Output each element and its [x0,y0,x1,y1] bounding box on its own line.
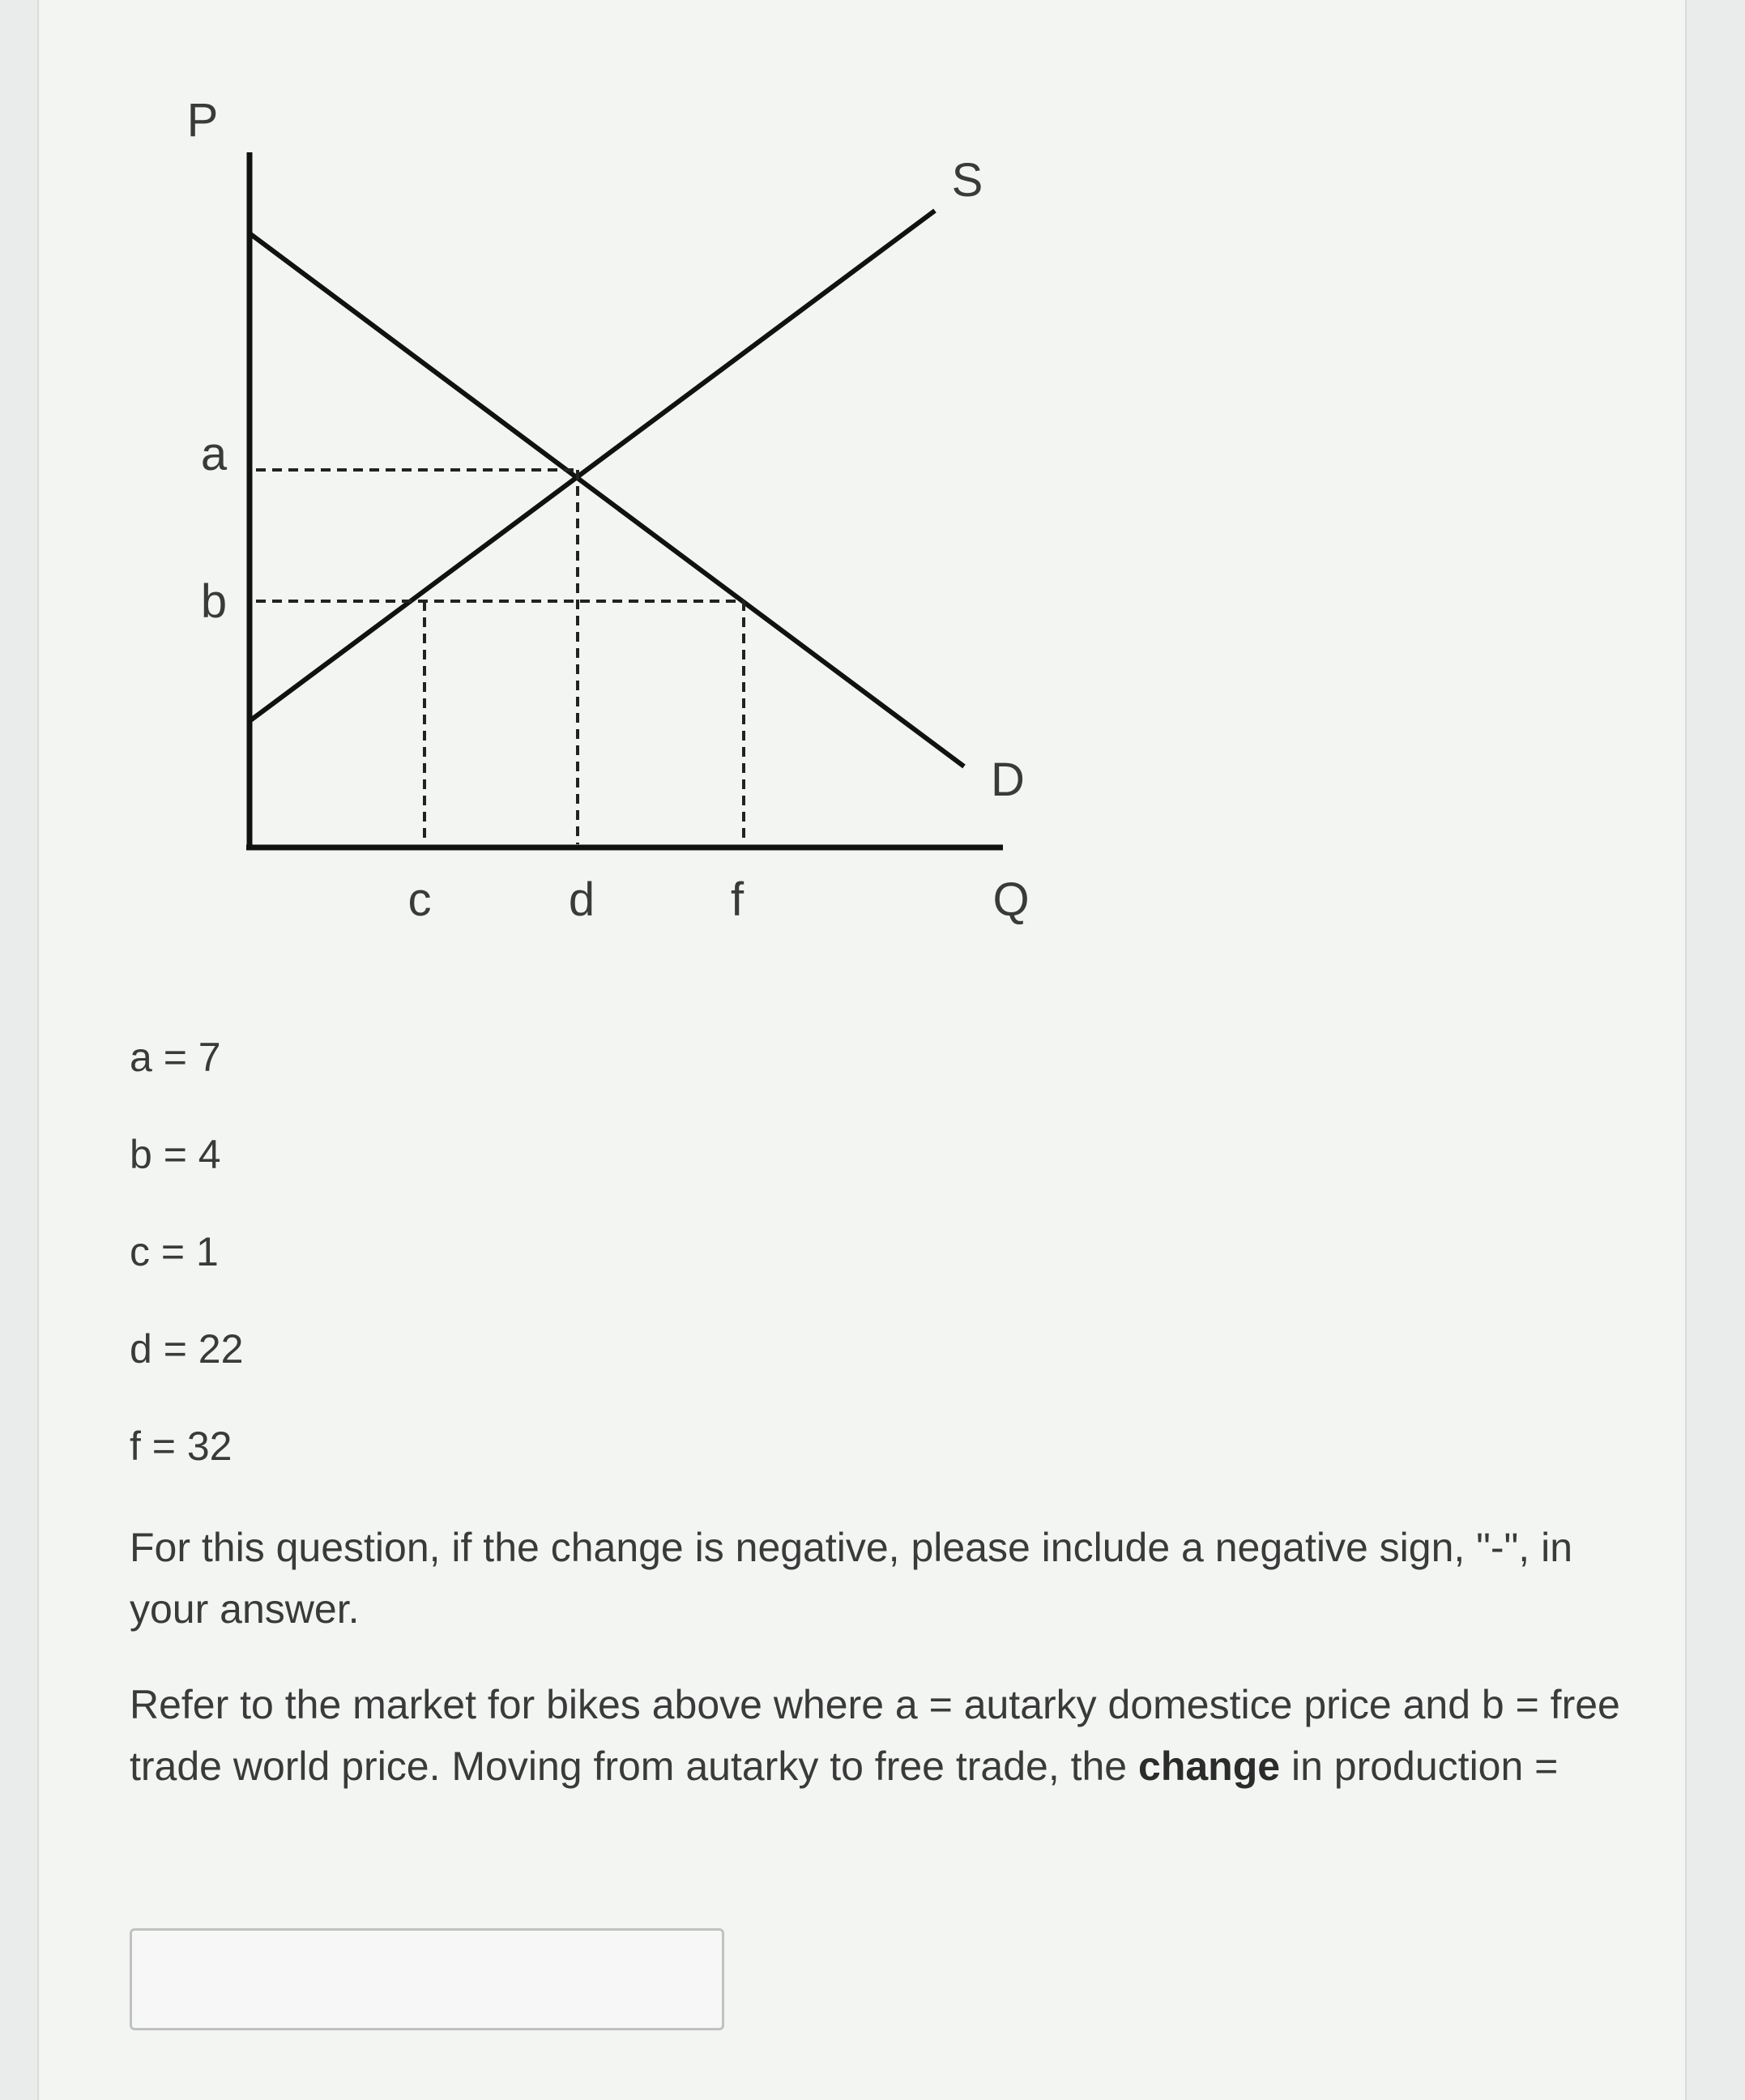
quantity-axis-label: Q [992,873,1030,926]
variable-c: c = 1 [130,1229,219,1274]
demand-label: D [991,753,1025,806]
demand-curve [250,233,964,766]
variable-b: b = 4 [130,1132,221,1177]
variable-d: d = 22 [130,1326,244,1372]
price-axis-label: P [186,94,219,147]
supply-label: S [951,154,983,207]
quantity-d-label: d [568,873,595,926]
instruction-text: For this question, if the change is negative, please include a negative sign, "-", in your answer. [130,1525,1573,1632]
question-part1: Refer to the market for bikes above where a = autarky domestice price and b = free trade world price. Moving from autarky to free trade, the [130,1682,1620,1789]
quantity-f-label: f [730,873,745,926]
supply-curve [250,211,935,721]
quantity-c-label: c [407,873,432,926]
autarky-price-label: a [200,428,228,480]
variable-f: f = 32 [130,1423,233,1469]
answer-input[interactable] [130,1928,724,2030]
question-bold: change [1138,1744,1281,1789]
question-part2: in production = [1291,1744,1559,1789]
question-text [130,1674,1653,1797]
world-price-label: b [200,575,228,628]
variable-a: a = 7 [130,1035,221,1080]
supply-demand-graph [144,65,1084,956]
question-card [37,0,1687,2100]
